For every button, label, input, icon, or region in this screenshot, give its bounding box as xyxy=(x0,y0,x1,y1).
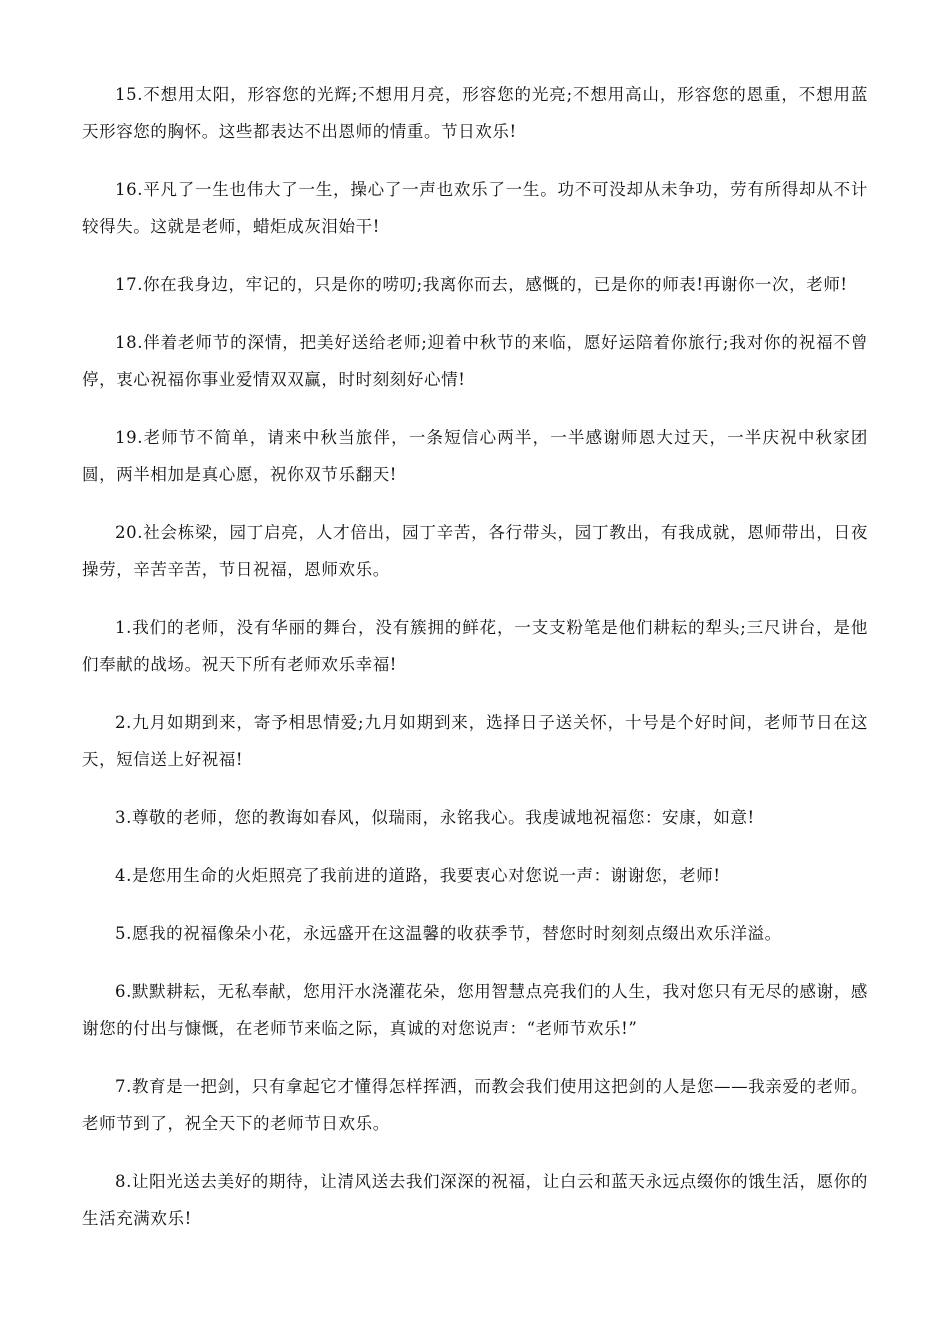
paragraph-6: 6.默默耕耘，无私奉献，您用汗水浇灌花朵，您用智慧点亮我们的人生，我对您只有无尽的感谢，感谢您的付出与慷慨，在老师节来临之际，真诚的对您说声：“老师节欢乐!” xyxy=(82,982,868,1038)
document-page xyxy=(82,76,868,1258)
paragraph-19: 19.老师节不简单，请来中秋当旅伴，一条短信心两半，一半感谢师恩大过天，一半庆祝中秋家团圆，两半相加是真心愿，祝你双节乐翻天! xyxy=(82,428,868,484)
paragraph-20: 20.社会栋梁，园丁启亮，人才倍出，园丁辛苦，各行带头，园丁教出，有我成就，恩师带出，日夜操劳，辛苦辛苦，节日祝福，恩师欢乐。 xyxy=(82,523,868,579)
paragraph-5: 5.愿我的祝福像朵小花，永远盛开在这温馨的收获季节，替您时时刻刻点缀出欢乐洋溢。 xyxy=(115,924,782,943)
paragraph-3: 3.尊敬的老师，您的教诲如春风，似瑞雨，永铭我心。我虔诚地祝福您：安康，如意! xyxy=(115,808,755,827)
paragraph-8: 8.让阳光送去美好的期待，让清风送去我们深深的祝福，让白云和蓝天永远点缀你的饿生活，愿你的生活充满欢乐! xyxy=(82,1172,868,1228)
paragraph-16: 16.平凡了一生也伟大了一生，操心了一声也欢乐了一生。功不可没却从未争功，劳有所得却从不计较得失。这就是老师，蜡炬成灰泪始干! xyxy=(82,180,868,236)
paragraph-1: 1.我们的老师，没有华丽的舞台，没有簇拥的鲜花，一支支粉笔是他们耕耘的犁头;三尺讲台，是他们奉献的战场。祝天下所有老师欢乐幸福! xyxy=(82,618,868,674)
paragraph-7: 7.教育是一把剑，只有拿起它才懂得怎样挥洒，而教会我们使用这把剑的人是您——我亲爱的老师。老师节到了，祝全天下的老师节日欢乐。 xyxy=(82,1077,868,1133)
paragraph-17: 17.你在我身边，牢记的，只是你的唠叨;我离你而去，感慨的，已是你的师表!再谢你一次，老师! xyxy=(115,275,848,294)
paragraph-18: 18.伴着老师节的深情，把美好送给老师;迎着中秋节的来临，愿好运陪着你旅行;我对你的祝福不曾停，衷心祝福你事业爱情双双赢，时时刻刻好心情! xyxy=(82,333,868,389)
paragraph-15: 15.不想用太阳，形容您的光辉;不想用月亮，形容您的光亮;不想用高山，形容您的恩重，不想用蓝天形容您的胸怀。这些都表达不出恩师的情重。节日欢乐! xyxy=(82,85,868,141)
paragraph-2: 2.九月如期到来，寄予相思情爱;九月如期到来，选择日子送关怀，十号是个好时间，老师节日在这天，短信送上好祝福! xyxy=(82,713,868,769)
paragraph-4: 4.是您用生命的火炬照亮了我前进的道路，我要衷心对您说一声：谢谢您，老师! xyxy=(115,866,721,885)
